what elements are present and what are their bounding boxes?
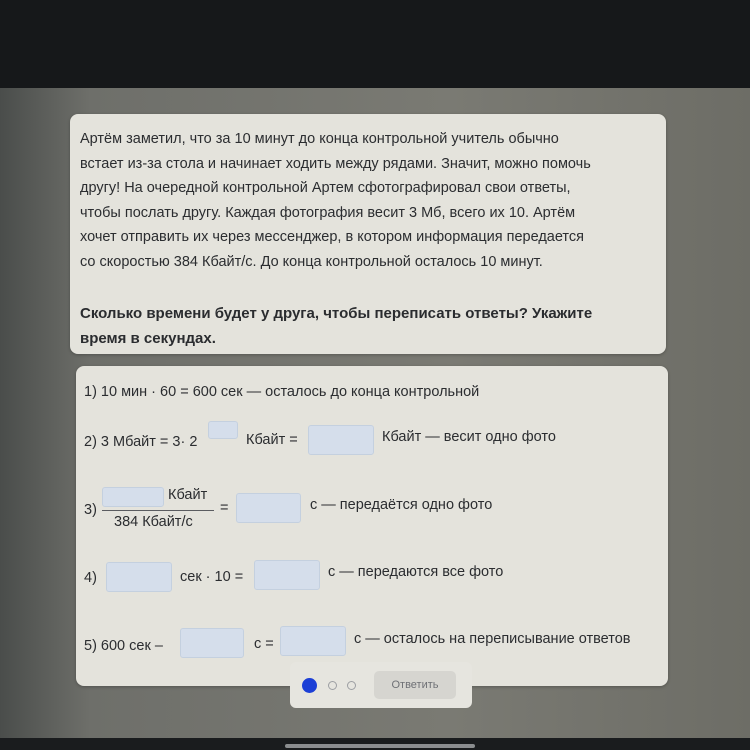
question-line: Сколько времени будет у друга, чтобы переписать ответы? Укажите: [80, 305, 593, 322]
step-4-label: 4): [84, 570, 97, 586]
step-1-text: 1) 10 мин · 60 = 600 сек — осталось до конца контрольной: [84, 384, 480, 400]
step-5-input-2[interactable]: [280, 626, 346, 656]
step-4-mid: сек · 10 =: [180, 569, 244, 585]
step-2-mid: Кбайт =: [246, 432, 298, 448]
solution-steps-card: [76, 366, 668, 686]
page-dot[interactable]: [328, 681, 337, 690]
question-line: время в секундах.: [80, 330, 216, 347]
step-3-fraction-bar: [102, 510, 214, 511]
step-5-suffix: с — осталось на переписывание ответов: [354, 631, 631, 647]
step-3-numerator-input[interactable]: [102, 487, 164, 507]
step-5-input-1[interactable]: [180, 628, 244, 658]
step-5-mid: с =: [254, 636, 274, 652]
step-2-suffix: Кбайт — весит одно фото: [382, 429, 556, 445]
task-line: встает из-за стола и начинает ходить между рядами. Значит, можно помочь: [80, 155, 591, 172]
step-4-input-1[interactable]: [106, 562, 172, 592]
task-question: [80, 301, 640, 351]
step-4-suffix: с — передаются все фото: [328, 564, 504, 580]
task-card: [70, 114, 666, 354]
monitor-edge-bar: [285, 744, 475, 748]
task-line: со скоростью 384 Кбайт/с. До конца контрольной осталось 10 минут.: [80, 253, 543, 270]
pagination-controls: [290, 662, 472, 708]
task-line: Артём заметил, что за 10 минут до конца контрольной учитель обычно: [80, 131, 559, 147]
page-dot-active[interactable]: [302, 678, 317, 693]
task-line: другу! На очередной контрольной Артем сфотографировал свои ответы,: [80, 180, 571, 196]
monitor-bezel-top: [0, 0, 750, 88]
submit-button[interactable]: Ответить: [374, 671, 456, 699]
task-text: [80, 127, 655, 274]
step-3-denominator: 384 Кбайт/с: [114, 514, 193, 530]
step-3-result-input[interactable]: [236, 493, 301, 523]
step-3-equals: =: [220, 500, 229, 516]
step-3-label: 3): [84, 502, 97, 518]
task-line: хочет отправить их через мессенджер, в котором информация передается: [80, 229, 585, 245]
step-5-prefix: 5) 600 сек –: [84, 638, 163, 654]
step-2-kbyte-input[interactable]: [308, 425, 374, 455]
task-line: чтобы послать другу. Каждая фотография весит 3 Мб, всего их 10. Артём: [80, 204, 576, 221]
step-3-suffix: с — передаётся одно фото: [310, 497, 493, 513]
step-3-numerator-unit: Кбайт: [168, 487, 208, 503]
step-4-input-2[interactable]: [254, 560, 320, 590]
monitor-bezel-bottom: [0, 738, 750, 750]
step-2-exponent-input[interactable]: [208, 421, 238, 439]
page-dot[interactable]: [347, 681, 356, 690]
step-2-prefix: 2) 3 Мбайт = 3· 2: [84, 434, 198, 450]
